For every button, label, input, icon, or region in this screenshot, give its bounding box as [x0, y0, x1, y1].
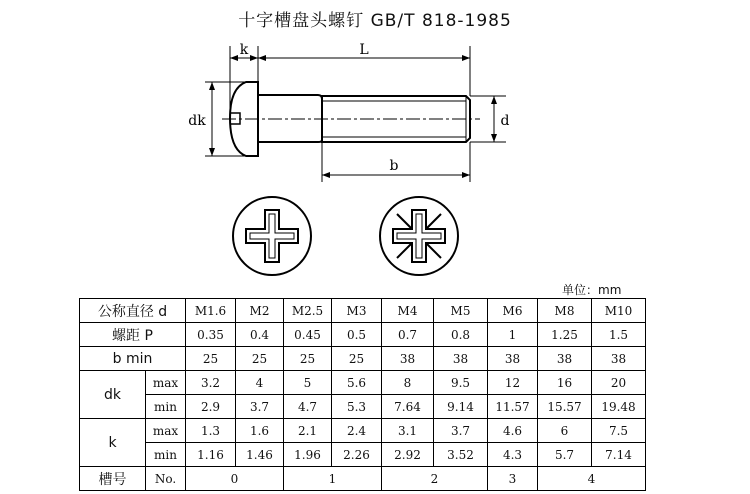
table-cell: 4.3	[488, 443, 538, 467]
table-cell: 4.6	[488, 419, 538, 443]
table-cell: 38	[434, 347, 488, 371]
table-cell: M3	[332, 299, 382, 323]
table-cell: 0.4	[236, 323, 284, 347]
table-row	[80, 395, 646, 419]
table-cell: 25	[186, 347, 236, 371]
row-label: b min	[80, 347, 186, 371]
table-cell: 11.57	[488, 395, 538, 419]
table-cell: 1	[284, 467, 382, 491]
table-cell: 1.3	[186, 419, 236, 443]
table-cell: 1	[488, 323, 538, 347]
table-cell: 3.7	[236, 395, 284, 419]
label-k: k	[239, 42, 249, 58]
table-row	[80, 323, 646, 347]
row-label: 公称直径 d	[80, 299, 186, 323]
table-cell: 1.46	[236, 443, 284, 467]
table-cell: M4	[382, 299, 434, 323]
table-cell: 4	[538, 467, 646, 491]
table-cell: 1.25	[538, 323, 592, 347]
table-cell: 5.7	[538, 443, 592, 467]
table-cell: 7.5	[592, 419, 646, 443]
table-cell: M10	[592, 299, 646, 323]
label-dk: dk	[188, 113, 206, 129]
table-cell: 38	[538, 347, 592, 371]
table-cell: 0.7	[382, 323, 434, 347]
table-cell: 0.8	[434, 323, 488, 347]
spec-table	[79, 298, 646, 491]
table-cell: 9.5	[434, 371, 488, 395]
table-cell: 2.1	[284, 419, 332, 443]
table-cell: M5	[434, 299, 488, 323]
table-cell: 7.14	[592, 443, 646, 467]
label-L: L	[359, 42, 369, 58]
table-cell: 1.6	[236, 419, 284, 443]
recess-z-view	[380, 197, 458, 275]
row-label: k	[80, 419, 146, 467]
table-cell: 5.3	[332, 395, 382, 419]
table-cell: 8	[382, 371, 434, 395]
sub-label: max	[146, 371, 186, 395]
table-cell: 4.7	[284, 395, 332, 419]
table-cell: 2.9	[186, 395, 236, 419]
table-cell: 7.64	[382, 395, 434, 419]
table-cell: M8	[538, 299, 592, 323]
table-cell: 9.14	[434, 395, 488, 419]
table-cell: 1.5	[592, 323, 646, 347]
table-cell: 5.6	[332, 371, 382, 395]
table-row	[80, 371, 646, 395]
table-cell: 6	[538, 419, 592, 443]
table-cell: 19.48	[592, 395, 646, 419]
table-cell: 3.1	[382, 419, 434, 443]
label-d: d	[500, 113, 510, 129]
table-cell: 3.2	[186, 371, 236, 395]
sub-label: max	[146, 419, 186, 443]
table-cell: 2	[382, 467, 488, 491]
table-cell: 25	[236, 347, 284, 371]
table-cell: 2.4	[332, 419, 382, 443]
table-row	[80, 467, 646, 491]
table-cell: 0	[186, 467, 284, 491]
table-row	[80, 443, 646, 467]
row-label: dk	[80, 371, 146, 419]
row-label: 螺距 P	[80, 323, 186, 347]
recess-h-view	[233, 197, 311, 275]
table-row	[80, 347, 646, 371]
table-cell: 38	[592, 347, 646, 371]
table-cell: 3.7	[434, 419, 488, 443]
table-cell: 38	[488, 347, 538, 371]
page-title: 十字槽盘头螺钉 GB/T 818-1985	[238, 11, 512, 31]
table-cell: 0.35	[186, 323, 236, 347]
row-label: 槽号	[80, 467, 146, 491]
table-cell: 20	[592, 371, 646, 395]
sub-label: No.	[146, 467, 186, 491]
table-cell: 0.5	[332, 323, 382, 347]
label-b: b	[389, 158, 399, 174]
table-cell: 1.96	[284, 443, 332, 467]
table-cell: M2.5	[284, 299, 332, 323]
table-cell: 2.92	[382, 443, 434, 467]
table-row	[80, 299, 646, 323]
table-cell: 38	[382, 347, 434, 371]
table-row	[80, 419, 646, 443]
table-cell: M2	[236, 299, 284, 323]
table-cell: 3	[488, 467, 538, 491]
table-cell: M1.6	[186, 299, 236, 323]
table-cell: 25	[284, 347, 332, 371]
table-cell: 15.57	[538, 395, 592, 419]
table-cell: 5	[284, 371, 332, 395]
table-cell: 0.45	[284, 323, 332, 347]
table-cell: 12	[488, 371, 538, 395]
table-cell: 16	[538, 371, 592, 395]
table-cell: 2.26	[332, 443, 382, 467]
sub-label: min	[146, 395, 186, 419]
table-cell: 3.52	[434, 443, 488, 467]
table-cell: 25	[332, 347, 382, 371]
sub-label: min	[146, 443, 186, 467]
table-cell: M6	[488, 299, 538, 323]
table-cell: 1.16	[186, 443, 236, 467]
table-cell: 4	[236, 371, 284, 395]
unit-label: 单位：mm	[562, 283, 622, 297]
